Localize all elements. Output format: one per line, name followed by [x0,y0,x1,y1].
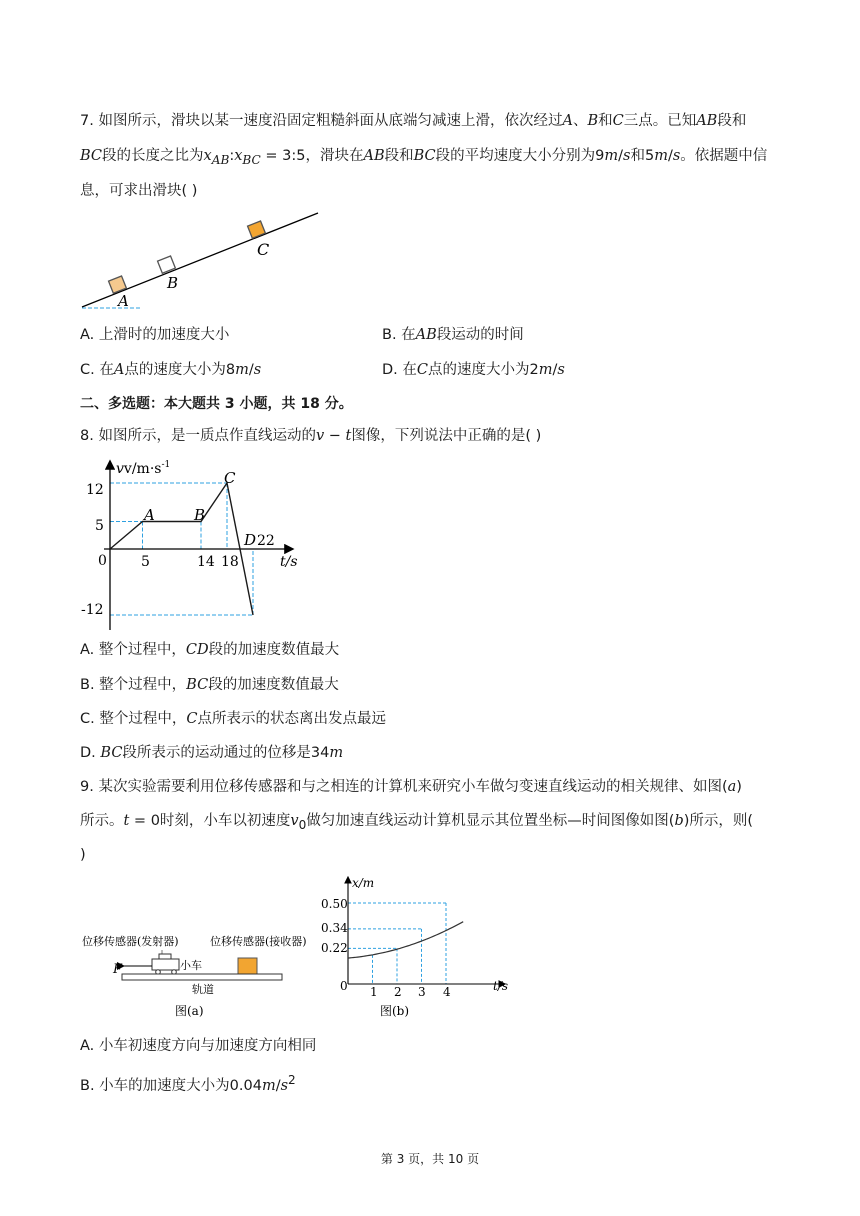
label-c: C [257,240,270,259]
q7-line-3: 息，可求出滑块( ) [80,183,198,199]
vt-d-value: 22 [257,533,275,549]
xt-tick-050: 0.50 [321,897,348,911]
receiver-block [238,958,257,974]
q7-option-d: D. 在C点的速度大小为2m/s [382,362,565,378]
vt-point-c: C [224,469,236,487]
page-footer: 第 3 页，共 10 页 [380,1152,480,1166]
vt-tick-x14: 14 [197,554,215,570]
vt-tick-5: 5 [95,518,104,534]
label-a: A [118,292,129,310]
q8-option-c: C. 整个过程中，C点所表示的状态离出发点最远 [80,711,386,727]
xt-tick-022: 0.22 [321,941,348,955]
q9-option-b: B. 小车的加速度大小为$0.04m/s^2$ [80,1073,296,1094]
vt-tick-12: 12 [86,482,104,498]
q9-line-1: 9. 某次实验需要利用位移传感器和与之相连的计算机来研究小车做匀变速直线运动的相关规律、如图(a) [80,779,742,795]
q9-figure-a [80,930,307,1022]
xt-y-label: x/m [352,876,375,890]
q8-option-d: D. BC段所表示的运动通过的位移是34m [80,745,344,761]
xt-x-label: t/s [493,979,509,993]
track [122,974,282,980]
q7-incline-figure [78,208,328,314]
q7-line-2: BC段的长度之比为$x_{AB}:x_{BC}$ = 3:5，滑块在AB段和BC段的平均速度大小分别为9m/s和5m/s。依据题中信 [80,148,768,167]
xt-origin: 0 [340,979,348,993]
q7-option-b: B. 在AB段运动的时间 [382,327,524,343]
car-label: 小车 [180,959,202,972]
fig-b-caption: 图(b) [380,1004,410,1018]
vt-graph [80,458,310,636]
vt-tick-neg12: -12 [81,602,104,618]
force-label: F [113,962,123,977]
xt-tick-4: 4 [443,985,451,999]
xt-tick-1: 1 [370,985,378,999]
xt-graph [318,872,518,1024]
vt-tick-x18: 18 [221,554,239,570]
vt-y-label: $vv/m\cdot s^{-1}$ [116,460,171,477]
q9-line-2: 所示。t = 0时刻，小车以初速度$v_0$做匀加速直线运动计算机显示其位置坐标—时间图像如图(b)所示，则( [80,813,754,832]
fig-a-caption: 图(a) [175,1004,204,1018]
sender-label: 位移传感器(发射器) [82,935,179,948]
q9-option-a: A. 小车初速度方向与加速度方向相同 [80,1038,317,1054]
vt-tick-x5: 5 [141,554,150,570]
vt-x-label: t/s [280,554,298,570]
vt-origin: 0 [98,553,107,569]
q9-line-3: ) [80,847,86,863]
q7-line-1: 7. 如图所示，滑块以某一速度沿固定粗糙斜面从底端匀减速上滑，依次经过A、B和C三点。已知AB段和 [80,113,747,129]
vt-point-d: D [244,531,257,549]
vt-point-b: B [194,506,206,524]
q7-option-a: A. 上滑时的加速度大小 [80,327,230,343]
label-b: B [167,274,179,292]
q8-stem: 8. 如图所示，是一质点作直线运动的v − t图像，下列说法中正确的是( ) [80,428,542,444]
vt-point-a: A [144,506,155,524]
q8-option-b: B. 整个过程中，BC段的加速度数值最大 [80,677,339,693]
car-body [152,959,179,970]
q8-option-a: A. 整个过程中，CD段的加速度数值最大 [80,642,340,658]
q7-option-c: C. 在A点的速度大小为8m/s [80,362,262,378]
receiver-label: 位移传感器(接收器) [210,935,307,948]
xt-tick-3: 3 [418,985,426,999]
xt-tick-2: 2 [394,985,402,999]
xt-tick-034: 0.34 [321,921,348,935]
track-label: 轨道 [192,983,214,996]
section-heading: 二、多选题：本大题共 3 小题，共 18 分。 [80,396,353,412]
